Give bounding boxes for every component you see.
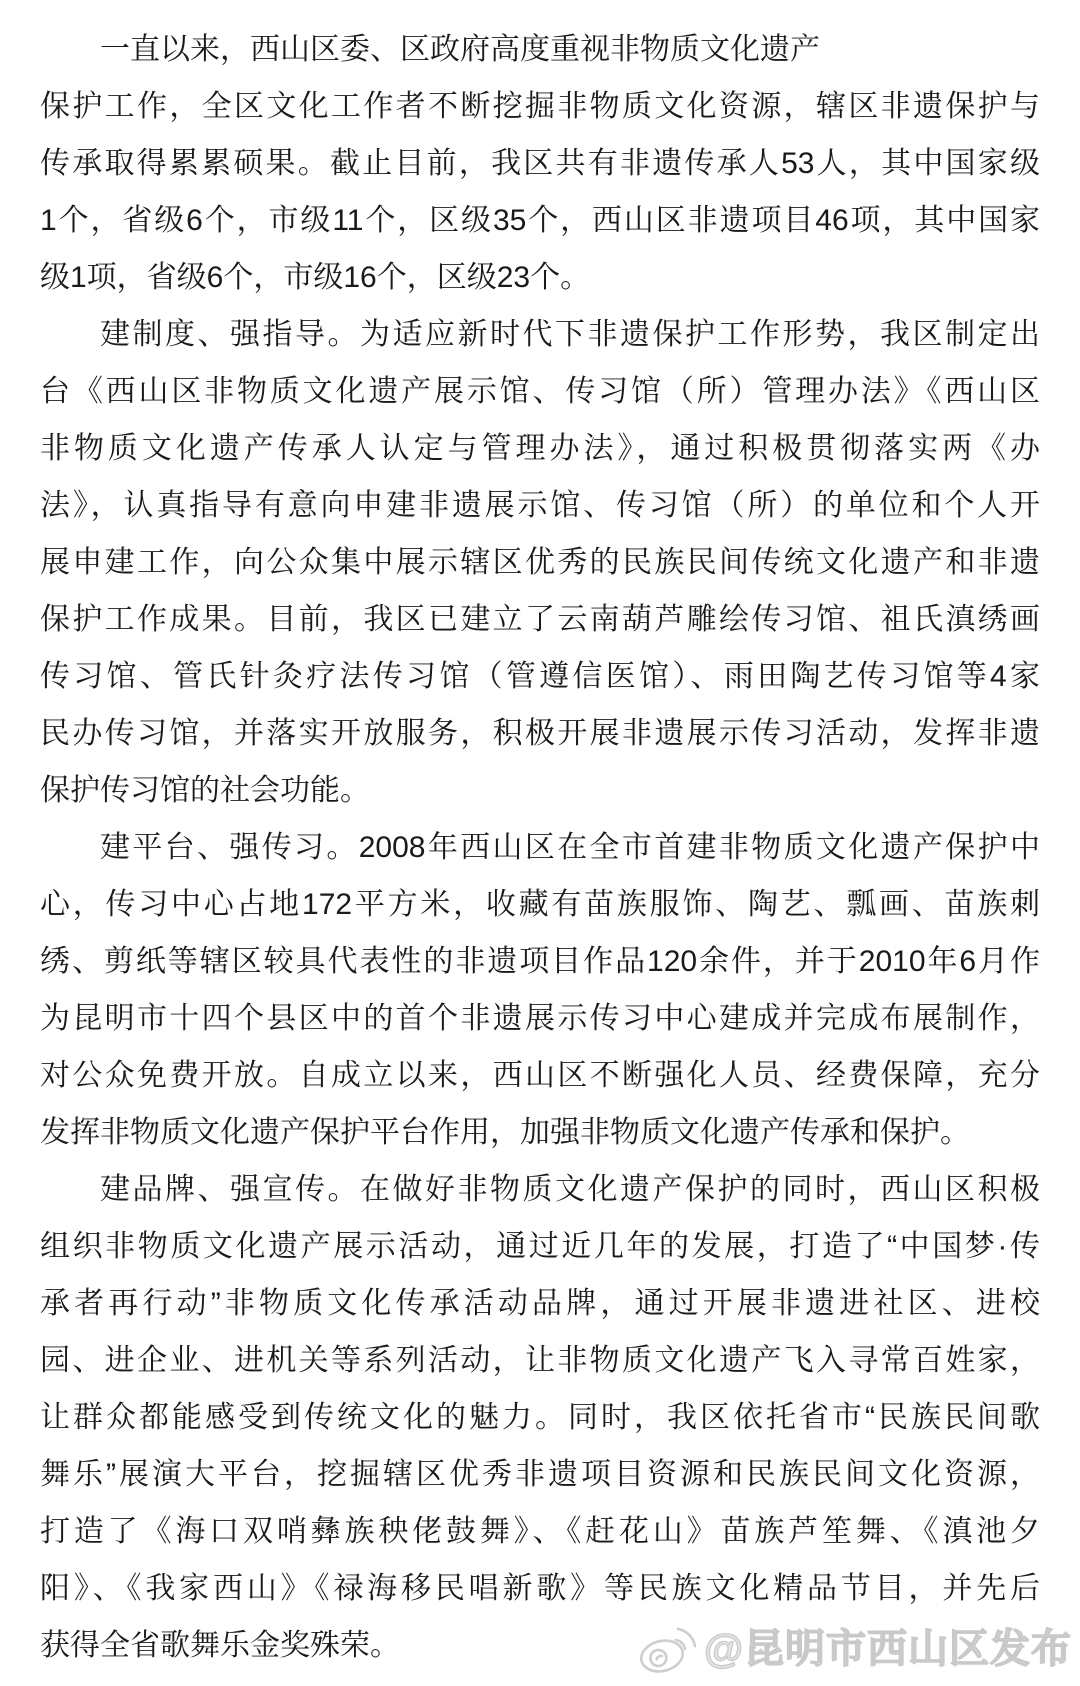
text-line: 舞乐”展演大平台，挖掘辖区优秀非遗项目资源和民族民间文化资源，	[40, 1458, 1040, 1491]
text-line: 保护传习馆的社会功能。	[40, 774, 370, 807]
text-line: 传承取得累累硕果。截止目前，我区共有非遗传承人53人，其中国家级	[40, 147, 1040, 180]
text-line: 级1项，省级6个，市级16个，区级23个。	[40, 261, 591, 294]
text-line: 获得全省歌舞乐金奖殊荣。	[40, 1629, 400, 1662]
text-line: 建制度、强指导。为适应新时代下非遗保护工作形势，我区制定出	[100, 318, 1040, 351]
paragraph	[40, 1161, 1040, 1674]
watermark-handle: @昆明市西山区发布	[703, 1627, 1072, 1671]
text-line: 打造了《海口双哨彝族秧佬鼓舞》、《赶花山》苗族芦笙舞、《滇池夕	[40, 1515, 1040, 1548]
text-line: 建平台、强传习。2008年西山区在全市首建非物质文化遗产保护中	[100, 831, 1040, 864]
paragraph	[40, 21, 1040, 306]
text-line: 园、进企业、进机关等系列活动，让非物质文化遗产飞入寻常百姓家，	[40, 1344, 1040, 1377]
paragraph	[40, 306, 1040, 819]
text-line: 保护工作成果。目前，我区已建立了云南葫芦雕绘传习馆、祖氏滇绣画	[40, 603, 1040, 636]
text-line: 一直以来，西山区委、区政府高度重视非物质文化遗产	[100, 33, 820, 66]
text-line: 阳》、《我家西山》《禄海移民唱新歌》等民族文化精品节目，并先后	[40, 1572, 1040, 1605]
text-line: 让群众都能感受到传统文化的魅力。同时，我区依托省市“民族民间歌	[40, 1401, 1040, 1434]
text-line: 心，传习中心占地172平方米，收藏有苗族服饰、陶艺、瓢画、苗族刺	[40, 888, 1040, 921]
text-line: 发挥非物质文化遗产保护平台作用，加强非物质文化遗产传承和保护。	[40, 1116, 970, 1149]
text-line: 展申建工作，向公众集中展示辖区优秀的民族民间传统文化遗产和非遗	[40, 546, 1040, 579]
paragraph	[40, 819, 1040, 1161]
article-body	[40, 21, 1040, 1674]
text-line: 1个，省级6个，市级11个，区级35个，西山区非遗项目46项，其中国家	[40, 204, 1040, 237]
text-line: 为昆明市十四个县区中的首个非遗展示传习中心建成并完成布展制作，	[40, 1002, 1040, 1035]
text-line: 台《西山区非物质文化遗产展示馆、传习馆（所）管理办法》《西山区	[40, 375, 1040, 408]
text-line: 组织非物质文化遗产展示活动，通过近几年的发展，打造了“中国梦·传	[40, 1230, 1040, 1263]
weibo-icon	[636, 1618, 698, 1674]
text-line: 绣、剪纸等辖区较具代表性的非遗项目作品120余件，并于2010年6月作	[40, 945, 1040, 978]
text-line: 承者再行动”非物质文化传承活动品牌，通过开展非遗进社区、进校	[40, 1287, 1040, 1320]
text-line: 民办传习馆，并落实开放服务，积极开展非遗展示传习活动，发挥非遗	[40, 717, 1040, 750]
text-line: 法》，认真指导有意向申建非遗展示馆、传习馆（所）的单位和个人开	[40, 489, 1040, 522]
weibo-watermark	[636, 1617, 1072, 1674]
text-line: 传习馆、管氏针灸疗法传习馆（管遵信医馆）、雨田陶艺传习馆等4家	[40, 660, 1040, 693]
text-line: 建品牌、强宣传。在做好非物质文化遗产保护的同时，西山区积极	[100, 1173, 1040, 1206]
text-line: 对公众免费开放。自成立以来，西山区不断强化人员、经费保障，充分	[40, 1059, 1040, 1092]
text-line: 非物质文化遗产传承人认定与管理办法》，通过积极贯彻落实两《办	[40, 432, 1040, 465]
text-line: 保护工作，全区文化工作者不断挖掘非物质文化资源，辖区非遗保护与	[40, 90, 1040, 123]
